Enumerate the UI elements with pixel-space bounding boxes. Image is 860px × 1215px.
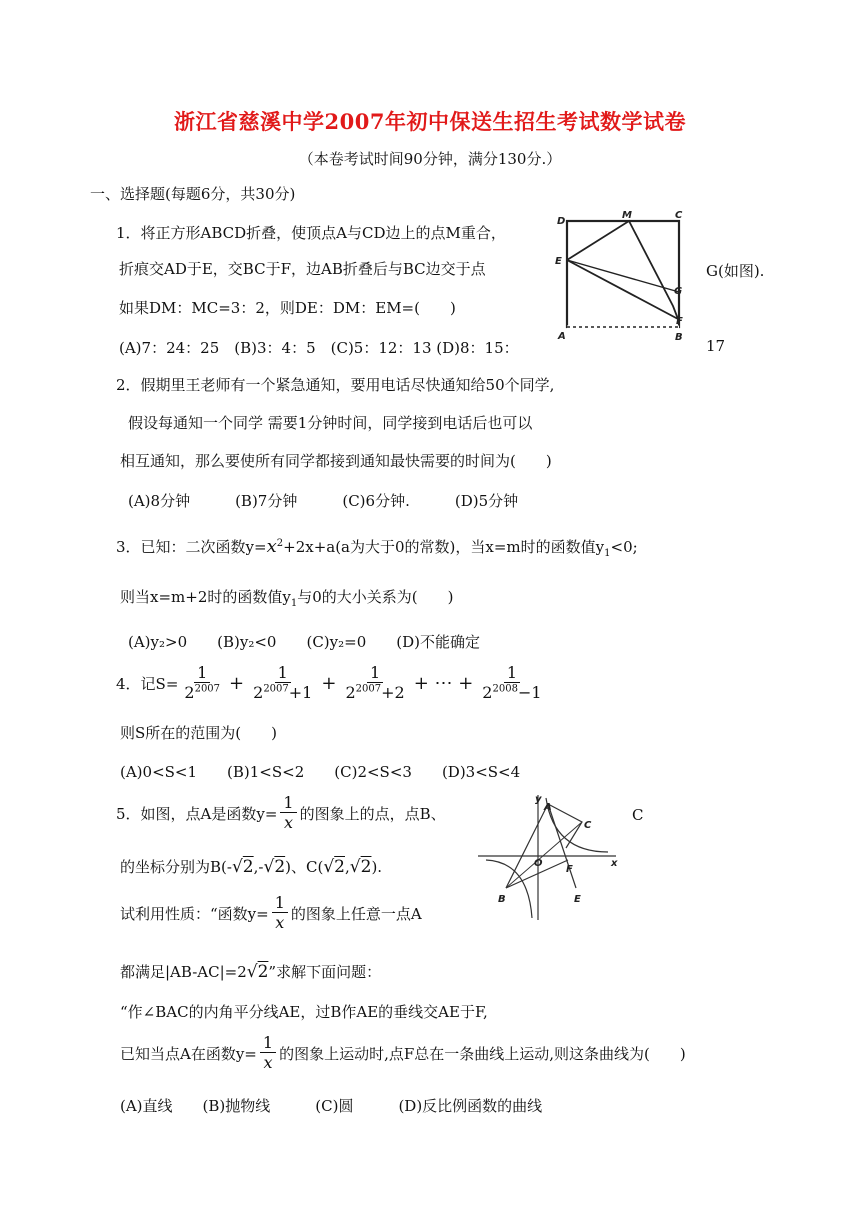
q5-line-5: “作∠BAC的内角平分线AE，过B作AE的垂线交AE于F,	[120, 1003, 488, 1021]
q5-label-o: O	[534, 858, 543, 869]
section-heading: 一、选择题(每题6分，共30分)	[90, 185, 296, 203]
q2-options: (A)8分钟 (B)7分钟 (C)6分钟. (D)5分钟	[128, 492, 519, 510]
q1-line-3: 如果DM：MC=3：2，则DE：DM：EM=( )	[119, 299, 456, 317]
q5-label-f: F	[566, 864, 573, 875]
q1-options: (A)7：24：25 (B)3：4：5 (C)5：12：13 (D)8：15：	[119, 339, 519, 357]
q2-line-3: 相互通知，那么要使所有同学都接到通知最快需要的时间为( )	[120, 452, 552, 470]
q5-hyperbola-figure	[476, 790, 626, 925]
q1-line-2: 折痕交AD于E，交BC于F，边AB折叠后与BC边交于点	[119, 260, 486, 278]
q5-line-6: 已知当点A在函数y= $\frac{1}{x}$ 的图象上运动时,点F总在一条曲线上运动,则这条曲线为( )	[120, 1033, 686, 1073]
q1-options-tail: 17	[706, 337, 726, 355]
q5-line-4: 都满足|AB-AC|=2√2”求解下面问题：	[120, 962, 382, 982]
q1-line-1: 1．将正方形ABCD折叠，使顶点A与CD边上的点M重合，	[116, 224, 506, 242]
q1-label-b: B	[675, 332, 683, 343]
q4-options: (A)0<S<1 (B)1<S<2 (C)2<S<3 (D)3<S<4	[120, 763, 521, 781]
q5-line-1-tail: C	[632, 806, 644, 824]
q5-label-x: x	[611, 858, 618, 869]
q5-label-c: C	[584, 820, 592, 831]
q5-line-1: 5．如图，点A是函数y= $\frac{1}{x}$ 的图象上的点，点B、	[116, 793, 446, 833]
q3-line-2: 则当x=m+2时的函数值$y_1$与0的大小关系为( )	[120, 588, 454, 609]
q3-options: (A)y₂>0 (B)y₂<0 (C)y₂=0 (D)不能确定	[128, 633, 480, 651]
page-subtitle: （本卷考试时间90分钟，满分130分.）	[298, 150, 562, 168]
q2-line-2: 假设每通知一个同学 需要1分钟时间，同学接到电话后也可以	[128, 414, 533, 432]
q1-label-d: D	[557, 216, 566, 227]
q1-label-c: C	[675, 210, 683, 221]
q3-line-1: 3．已知：二次函数$y=x^2+2x+a(a$为大于0的常数)，当x=m时的函数值$y_1<0$;	[116, 536, 638, 559]
q5-fraction-1-over-x: $\frac{1}{x}$	[280, 794, 296, 833]
q1-label-f: F	[676, 316, 683, 327]
q4-line-2: 则S所在的范围为( )	[120, 724, 277, 742]
page-title: 浙江省慈溪中学2007年初中保送生招生考试数学试卷	[174, 109, 686, 134]
q4-term-2: $\frac{1}{2^{2007}+1}$	[253, 663, 313, 703]
q1-line-2-tail: G(如图).	[706, 262, 765, 280]
q1-label-m: M	[622, 210, 632, 221]
q5-label-a: A	[544, 802, 552, 813]
q4-term-1: $\frac{1}{2^{2007}}$	[184, 663, 221, 703]
q2-line-1: 2．假期里王老师有一个紧急通知，要用电话尽快通知给50个同学,	[116, 376, 555, 394]
q5-line-2: 的坐标分别为B(-√2,-√2)、C(√2,√2).	[120, 857, 383, 877]
q1-label-a: A	[558, 331, 566, 342]
q5-label-b: B	[498, 894, 506, 905]
q4-sum-expression: 4．记S= $\frac{1}{2^{2007}}$ + $\frac{1}{2^{2007}+1}$ + $\frac{1}{2^{2007}+2}$ + ⋯ + $\frac{1}{2^{2008}-1}$	[116, 664, 548, 703]
q4-term-3: $\frac{1}{2^{2007}+2}$	[345, 663, 405, 703]
q4-term-4: $\frac{1}{2^{2008}-1}$	[482, 663, 542, 703]
q1-label-e: E	[555, 256, 562, 267]
q5-label-y: y	[535, 794, 542, 805]
q5-line-3: 试利用性质：“函数y= $\frac{1}{x}$ 的图象上任意一点A	[120, 893, 422, 933]
q1-square-figure	[550, 208, 700, 348]
q1-label-g: G	[674, 286, 683, 297]
q5-label-e: E	[574, 894, 581, 905]
q5-options: (A)直线 (B)抛物线 (C)圆 (D)反比例函数的曲线	[120, 1097, 543, 1115]
